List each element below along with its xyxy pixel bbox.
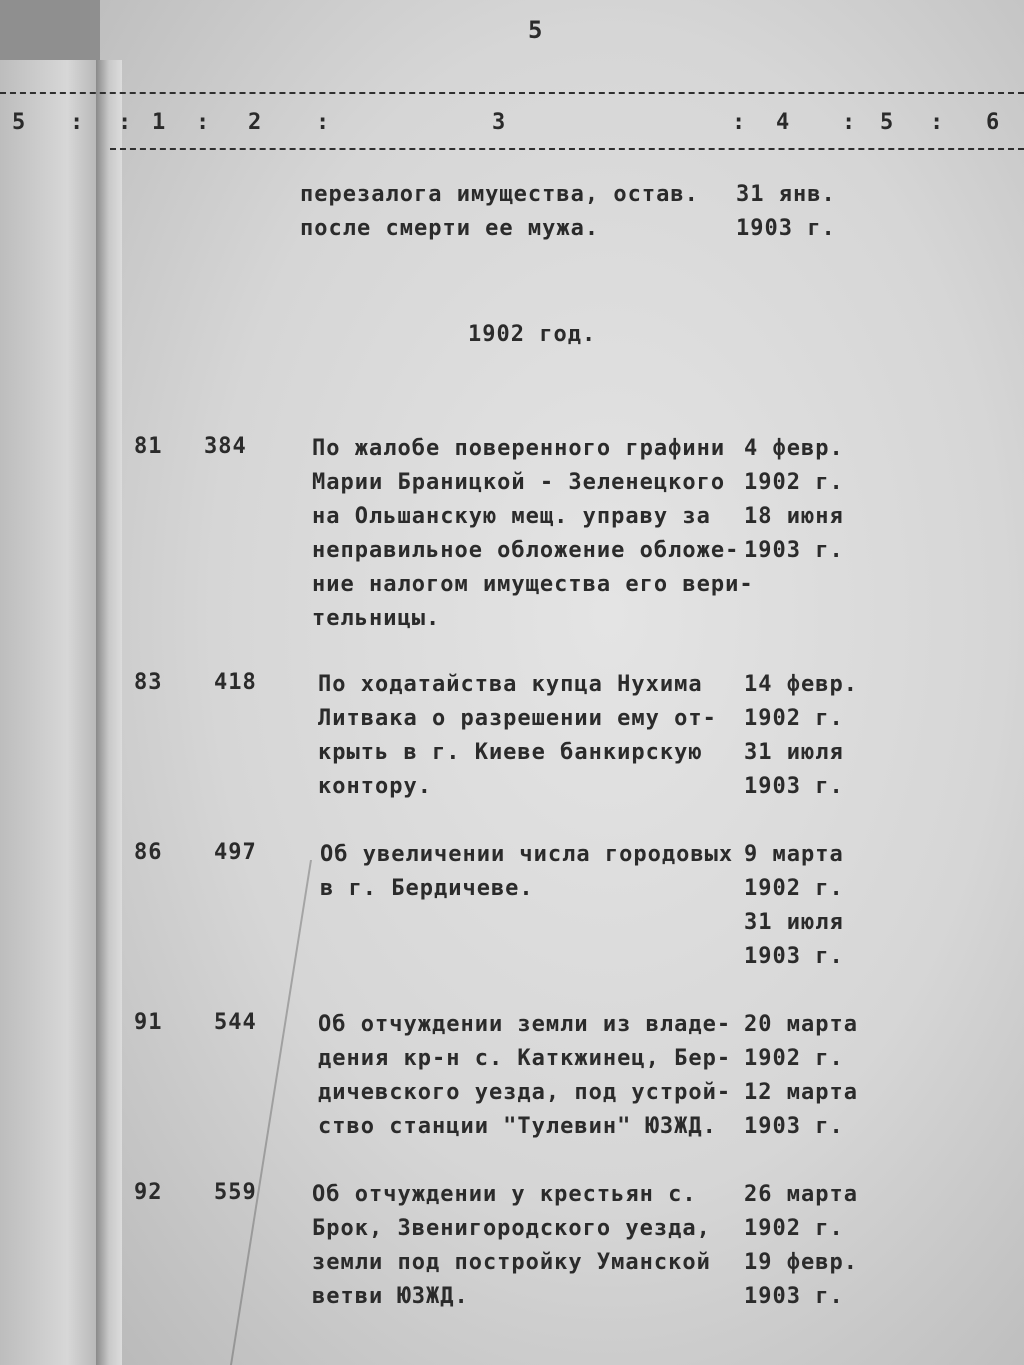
- case-number: 418: [214, 670, 257, 695]
- date-line: 31 июля: [744, 740, 844, 765]
- date-line: 1902 г.: [744, 1046, 844, 1071]
- date-line: 26 марта: [744, 1182, 858, 1207]
- description-line: По жалобе поверенного графини: [312, 436, 726, 461]
- column-separator: :: [118, 110, 132, 135]
- date-line: 1902 г.: [744, 876, 844, 901]
- entry-description: [320, 838, 733, 906]
- date-line: 31 июля: [744, 910, 844, 935]
- entry-dates: [744, 1178, 858, 1314]
- column-separator: :: [732, 110, 746, 135]
- description-line: Об отчуждении земли из владе-: [318, 1012, 732, 1037]
- entry-dates: [744, 432, 844, 568]
- column-header: [0, 92, 1024, 150]
- description-line: на Ольшанскую мещ. управу за: [312, 504, 711, 529]
- entry-dates: [736, 178, 836, 246]
- description-line: Марии Браницкой - Зеленецкого: [312, 470, 726, 495]
- case-number: 497: [214, 840, 257, 865]
- column-separator: :: [930, 110, 944, 135]
- date-line: 1903 г.: [744, 1114, 844, 1139]
- page-number: 5: [528, 16, 544, 44]
- description-line: ветви ЮЗЖД.: [312, 1284, 469, 1309]
- description-line: ство станции "Тулевин" ЮЗЖД.: [318, 1114, 717, 1139]
- date-line: 20 марта: [744, 1012, 858, 1037]
- entry-number: 81: [134, 434, 163, 459]
- column-number-4: 4: [776, 110, 790, 135]
- entry-number: 86: [134, 840, 163, 865]
- date-line: 1903 г.: [744, 1284, 844, 1309]
- column-separator: :: [316, 110, 330, 135]
- description-line: земли под постройку Уманской: [312, 1250, 711, 1275]
- entry-description: [312, 1178, 711, 1314]
- date-line: 1902 г.: [744, 1216, 844, 1241]
- entry-number: 91: [134, 1010, 163, 1035]
- date-line: 1902 г.: [744, 706, 844, 731]
- entry-number: 83: [134, 670, 163, 695]
- column-separator: :: [842, 110, 856, 135]
- date-line: 31 янв.: [736, 182, 836, 207]
- case-number: 559: [214, 1180, 257, 1205]
- column-separator: :: [196, 110, 210, 135]
- case-number: 544: [214, 1010, 257, 1035]
- date-line: 19 февр.: [744, 1250, 858, 1275]
- entry-dates: [744, 1008, 858, 1144]
- entry-dates: [744, 668, 858, 804]
- entry-dates: [744, 838, 844, 974]
- entry-description: [318, 1008, 731, 1144]
- date-line: 14 февр.: [744, 672, 858, 697]
- description-line: неправильное обложение обложе-: [312, 538, 740, 563]
- description-line: Об увеличении числа городовых: [320, 842, 734, 867]
- description-line: тельницы.: [312, 606, 441, 631]
- date-line: 1903 г.: [744, 538, 844, 563]
- description-line: дичевского уезда, под устрой-: [318, 1080, 732, 1105]
- description-line: контору.: [318, 774, 432, 799]
- description-line: По ходатайства купца Нухима: [318, 672, 703, 697]
- left-page-column-label: 5: [12, 110, 26, 135]
- description-line: дения кр-н с. Каткжинец, Бер-: [318, 1046, 732, 1071]
- description-line: после смерти ее мужа.: [300, 216, 600, 241]
- date-line: 12 марта: [744, 1080, 858, 1105]
- header-bottom-rule: [110, 148, 1024, 150]
- description-line: в г. Бердичеве.: [320, 876, 534, 901]
- description-line: Литвака о разрешении ему от-: [318, 706, 717, 731]
- description-line: Брок, Звенигородского уезда,: [312, 1216, 711, 1241]
- date-line: 4 февр.: [744, 436, 844, 461]
- column-number-1: 1: [152, 110, 166, 135]
- description-line: крыть в г. Киеве банкирскую: [318, 740, 703, 765]
- column-number-3: 3: [492, 110, 506, 135]
- date-line: 9 марта: [744, 842, 844, 867]
- header-top-rule: [0, 92, 1024, 94]
- date-line: 18 июня: [744, 504, 844, 529]
- year-heading: 1902 год.: [468, 322, 597, 347]
- date-line: 1903 г.: [744, 944, 844, 969]
- left-page-separator: :: [70, 110, 84, 135]
- date-line: 1902 г.: [744, 470, 844, 495]
- book-fold: [96, 60, 122, 1365]
- date-line: 1903 г.: [744, 774, 844, 799]
- description-line: перезалога имущества, остав.: [300, 182, 699, 207]
- column-number-6: 6: [986, 110, 1000, 135]
- entry-number: 92: [134, 1180, 163, 1205]
- description-line: ние налогом имущества его вери-: [312, 572, 754, 597]
- entry-description: [312, 432, 754, 636]
- entry-description: [300, 178, 699, 246]
- date-line: 1903 г.: [736, 216, 836, 241]
- description-line: Об отчуждении у крестьян с.: [312, 1182, 697, 1207]
- column-number-5: 5: [880, 110, 894, 135]
- entry-description: [318, 668, 717, 804]
- column-number-2: 2: [248, 110, 262, 135]
- case-number: 384: [204, 434, 247, 459]
